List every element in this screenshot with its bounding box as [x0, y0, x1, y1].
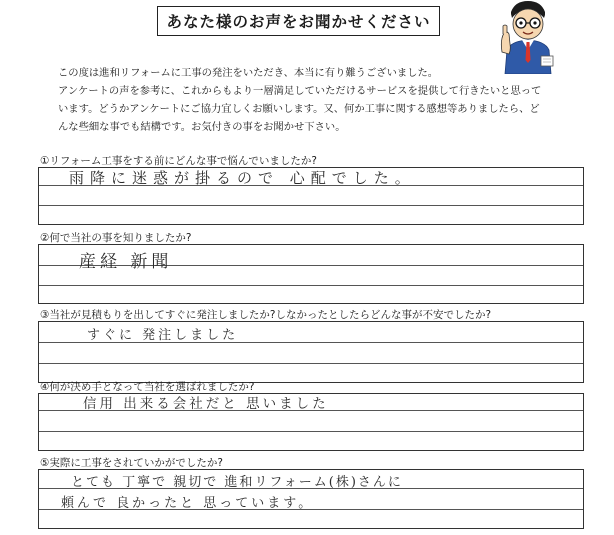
answer-3-handwriting: すぐに 発注しました — [87, 328, 239, 343]
rule-line — [39, 205, 583, 206]
intro-line: います。どうかアンケートにご協力宜しくお願いします。又、何か工事に関する感想等ありましたら、ど — [58, 103, 540, 115]
rule-line — [39, 285, 583, 286]
question-3-label: ③当社が見積もりを出してすぐに発注しましたか?しなかったとしたらどんな事が不安でしたか? — [40, 309, 492, 321]
answer-2-handwriting: 産経 新聞 — [79, 252, 173, 272]
question-5-label: ⑤実際に工事をされていかがでしたか? — [40, 457, 223, 469]
question-4-label: ④何が決め手となって当社を選ばれましたか? — [40, 381, 255, 393]
answer-5-handwriting-line-1: とても 丁寧で 親切で 進和リフォーム(株)さんに — [71, 475, 403, 490]
mascot-illustration — [497, 0, 559, 74]
answer-5-handwriting-line-2: 頼んで 良かったと 思っています。 — [61, 496, 315, 511]
answer-box-1 — [38, 167, 584, 225]
intro-paragraph — [58, 64, 588, 136]
intro-line: アンケートの声を参考に、これからもより一層満足していただけるサービスを提供して行きたいと思って — [58, 85, 542, 97]
question-1-label: ①リフォーム工事をする前にどんな事で悩んでいましたか? — [40, 155, 317, 167]
intro-line: んな些細な事でも結構です。お気付きの事をお聞かせ下さい。 — [58, 121, 346, 133]
answer-4-handwriting: 信用 出来る会社だと 思いました — [83, 396, 329, 412]
intro-line: この度は進和リフォームに工事の発注をいただき、本当に有り難うございました。 — [58, 67, 439, 79]
answer-1-handwriting: 雨降に迷惑が掛るので 心配でした。 — [69, 169, 416, 187]
answer-box-2 — [38, 244, 584, 304]
answer-box-5 — [38, 469, 584, 529]
question-2-label: ②何で当社の事を知りましたか? — [40, 232, 192, 244]
rule-line — [39, 363, 583, 364]
page-title: あなた様のお声をお聞かせください — [166, 13, 431, 31]
answer-box-3 — [38, 321, 584, 383]
page-title-box — [157, 6, 440, 36]
rule-line — [39, 431, 583, 432]
answer-box-4 — [38, 393, 584, 451]
